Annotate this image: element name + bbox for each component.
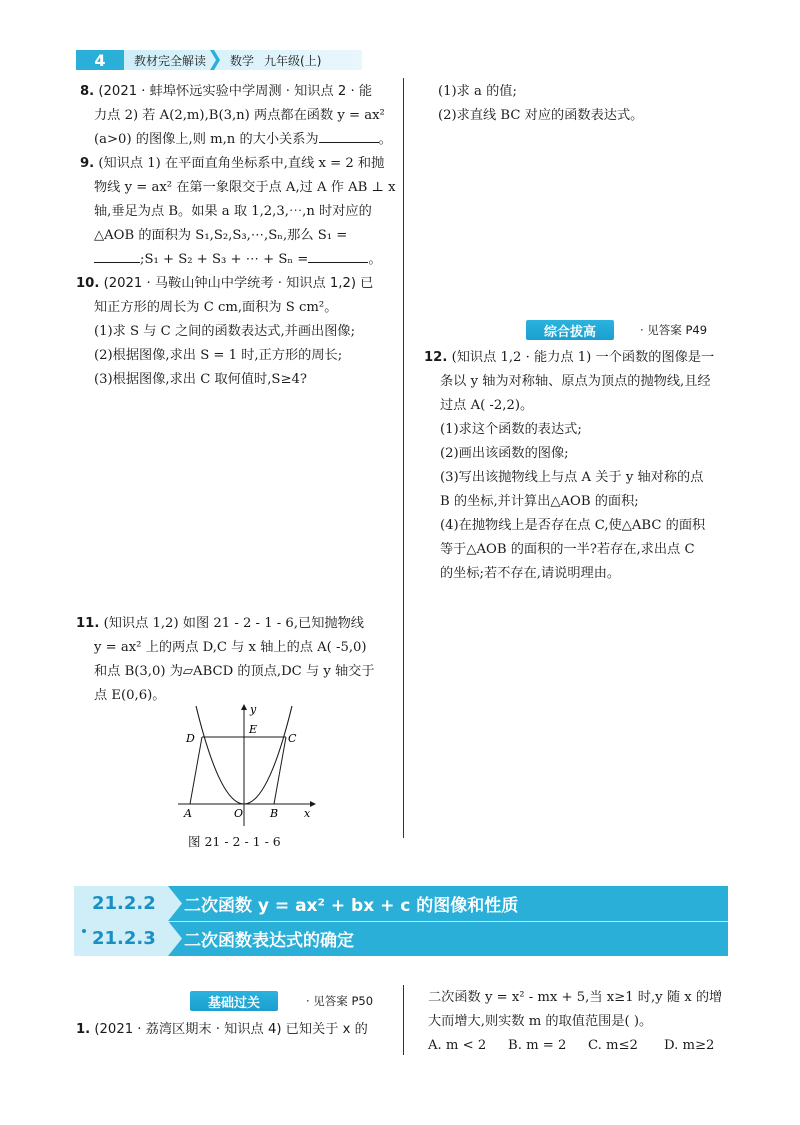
column-divider-bottom <box>403 985 404 1055</box>
q12-sub1: (1)求这个函数的表达式; <box>440 422 582 437</box>
q8-number: 8. <box>80 84 95 99</box>
question-10 <box>76 272 392 392</box>
header-separator-icon <box>210 50 220 70</box>
q9-number: 9. <box>80 156 95 171</box>
q12-sub3b: B 的坐标,并计算出△AOB 的面积; <box>440 494 639 509</box>
question-8: 8. (2021 · 蚌埠怀远实验中学周测 · 知识点 2 · 能 力点 2) 若 A(2,m),B(3,n) 两点都在函数 y = ax² (a>0) 的图像上,则 m,n 的大小关系为 。 <box>80 84 392 147</box>
grade: 九年级(上) <box>264 53 322 68</box>
section-answer-note: · 见答案 P49 <box>640 323 708 337</box>
q10-number: 10. <box>76 276 100 291</box>
q1-line2: 二次函数 y = x² - mx + 5,当 x≥1 时,y 随 x 的增 <box>428 990 723 1005</box>
label-d: D <box>186 732 195 745</box>
section-number-1: 21.2.2 <box>92 893 156 914</box>
q1-option-c[interactable]: C. m≤2 <box>588 1038 638 1053</box>
q12-sub3: (3)写出该抛物线上与点 A 关于 y 轴对称的点 <box>440 470 704 485</box>
section-banner <box>74 886 728 956</box>
q10-sub2: (2)根据图像,求出 S = 1 时,正方形的周长; <box>94 348 343 363</box>
q8-line3: (a>0) 的图像上,则 m,n 的大小关系为 <box>94 132 319 147</box>
q1-option-a[interactable]: A. m < 2 <box>428 1038 487 1053</box>
parabola-figure <box>176 700 316 830</box>
q1-option-d[interactable]: D. m≥2 <box>664 1038 715 1053</box>
section-badge-advanced: 综合拔高 <box>526 320 614 340</box>
page-number: 4 <box>76 50 124 70</box>
q12-line3: 过点 A( -2,2)。 <box>440 398 534 413</box>
q12-sub4b: 等于△AOB 的面积的一半?若存在,求出点 C <box>440 542 695 557</box>
q11-number: 11. <box>76 616 100 631</box>
label-x: x <box>304 807 311 820</box>
subject: 数学 <box>230 53 255 68</box>
y-axis-arrow-icon <box>241 704 247 710</box>
column-divider-top <box>403 78 404 838</box>
q9-line4: △AOB 的面积为 S₁,S₂,S₃,⋯,Sₙ,那么 S₁ = <box>94 228 348 243</box>
q12-line2: 条以 y 轴为对称轴、原点为顶点的抛物线,且经 <box>440 374 711 389</box>
label-e: E <box>249 723 258 736</box>
section-title-1: 二次函数 y = ax² + bx + c 的图像和性质 <box>184 896 519 916</box>
q9-line5: ;S₁ + S₂ + S₃ + ⋯ + Sₙ = <box>140 252 309 267</box>
label-b: B <box>270 807 279 820</box>
q11-line1: (知识点 1,2) 如图 21 - 2 - 1 - 6,已知抛物线 <box>103 616 364 631</box>
q9-line2: 物线 y = ax² 在第一象限交于点 A,过 A 作 AB ⊥ x <box>94 180 396 195</box>
q8-tag: (2021 · 蚌埠怀远实验中学周测 · 知识点 2 · 能 <box>98 84 373 99</box>
q11-sub2: (2)求直线 BC 对应的函数表达式。 <box>438 108 644 123</box>
question-11 <box>76 612 392 708</box>
q10-sub1: (1)求 S 与 C 之间的函数表达式,并画出图像; <box>94 324 356 339</box>
q1-line3: 大而增大,则实数 m 的取值范围是( )。 <box>428 1014 653 1029</box>
label-c: C <box>288 732 297 745</box>
q12-sub2: (2)画出该函数的图像; <box>440 446 569 461</box>
question-1-continued <box>428 986 738 1058</box>
section-number-2: 21.2.3 <box>92 928 156 949</box>
q9-answer-blank-2[interactable] <box>308 249 368 263</box>
label-y: y <box>250 703 257 716</box>
question-9: 9. (知识点 1) 在平面直角坐标系中,直线 x = 2 和抛 物线 y = ax² 在第一象限交于点 A,过 A 作 AB ⊥ x 轴,垂足为点 B。如果 a 取 1,2,3,⋯,n 时对应的 △AOB 的面积为 S₁,S₂,S₃,⋯,Sₙ,那么 S₁ = ;S₁ + S₂ + S₃ + ⋯ + Sₙ = 。 <box>80 156 396 267</box>
question-11-continued <box>438 80 738 128</box>
q1-line1: (2021 · 荔湾区期末 · 知识点 4) 已知关于 x 的 <box>94 1022 368 1037</box>
label-a: A <box>184 807 192 820</box>
line-ad <box>190 737 202 804</box>
section-title-2: 二次函数表达式的确定 <box>184 931 354 951</box>
q9-answer-blank-1[interactable] <box>94 249 140 263</box>
q10-sub3: (3)根据图像,求出 C 取何值时,S≥4? <box>94 372 307 387</box>
label-o: O <box>234 807 244 820</box>
q11-line4: 点 E(0,6)。 <box>94 688 166 703</box>
q1-options <box>428 1034 738 1058</box>
q1-option-b[interactable]: B. m = 2 <box>508 1038 567 1053</box>
q10-line2: 知正方形的周长为 C cm,面积为 S cm²。 <box>94 300 338 315</box>
q8-line2: 力点 2) 若 A(2,m),B(3,n) 两点都在函数 y = ax² <box>94 108 385 123</box>
header-band <box>124 50 362 70</box>
book-title: 教材完全解读 <box>134 53 207 68</box>
q12-line1: (知识点 1,2 · 能力点 1) 一个函数的图像是一 <box>451 350 715 365</box>
q12-sub4c: 的坐标;若不存在,请说明理由。 <box>440 566 621 581</box>
x-axis-arrow-icon <box>310 801 316 807</box>
question-1 <box>76 1018 392 1042</box>
question-12 <box>424 346 740 586</box>
page-header <box>76 50 362 70</box>
basic-answer-note: · 见答案 P50 <box>306 994 374 1008</box>
q10-line1: (2021 · 马鞍山钟山中学统考 · 知识点 1,2) 已 <box>103 276 374 291</box>
q12-number: 12. <box>424 350 448 365</box>
q11-line3: 和点 B(3,0) 为▱ABCD 的顶点,DC 与 y 轴交于 <box>94 664 375 679</box>
q8-answer-blank[interactable] <box>319 129 379 143</box>
q1-number: 1. <box>76 1022 91 1037</box>
q11-line2: y = ax² 上的两点 D,C 与 x 轴上的点 A( -5,0) <box>94 640 367 655</box>
section-badge-basic: 基础过关 <box>190 991 278 1011</box>
figure-caption: 图 21 - 2 - 1 - 6 <box>188 834 281 849</box>
q9-line1: (知识点 1) 在平面直角坐标系中,直线 x = 2 和抛 <box>98 156 385 171</box>
q12-sub4: (4)在抛物线上是否存在点 C,使△ABC 的面积 <box>440 518 706 533</box>
banner-row-1 <box>74 886 518 921</box>
line-bc <box>274 737 286 804</box>
banner-row-2 <box>74 921 354 956</box>
q9-line3: 轴,垂足为点 B。如果 a 取 1,2,3,⋯,n 时对应的 <box>94 204 372 219</box>
q11-sub1: (1)求 a 的值; <box>438 84 517 99</box>
